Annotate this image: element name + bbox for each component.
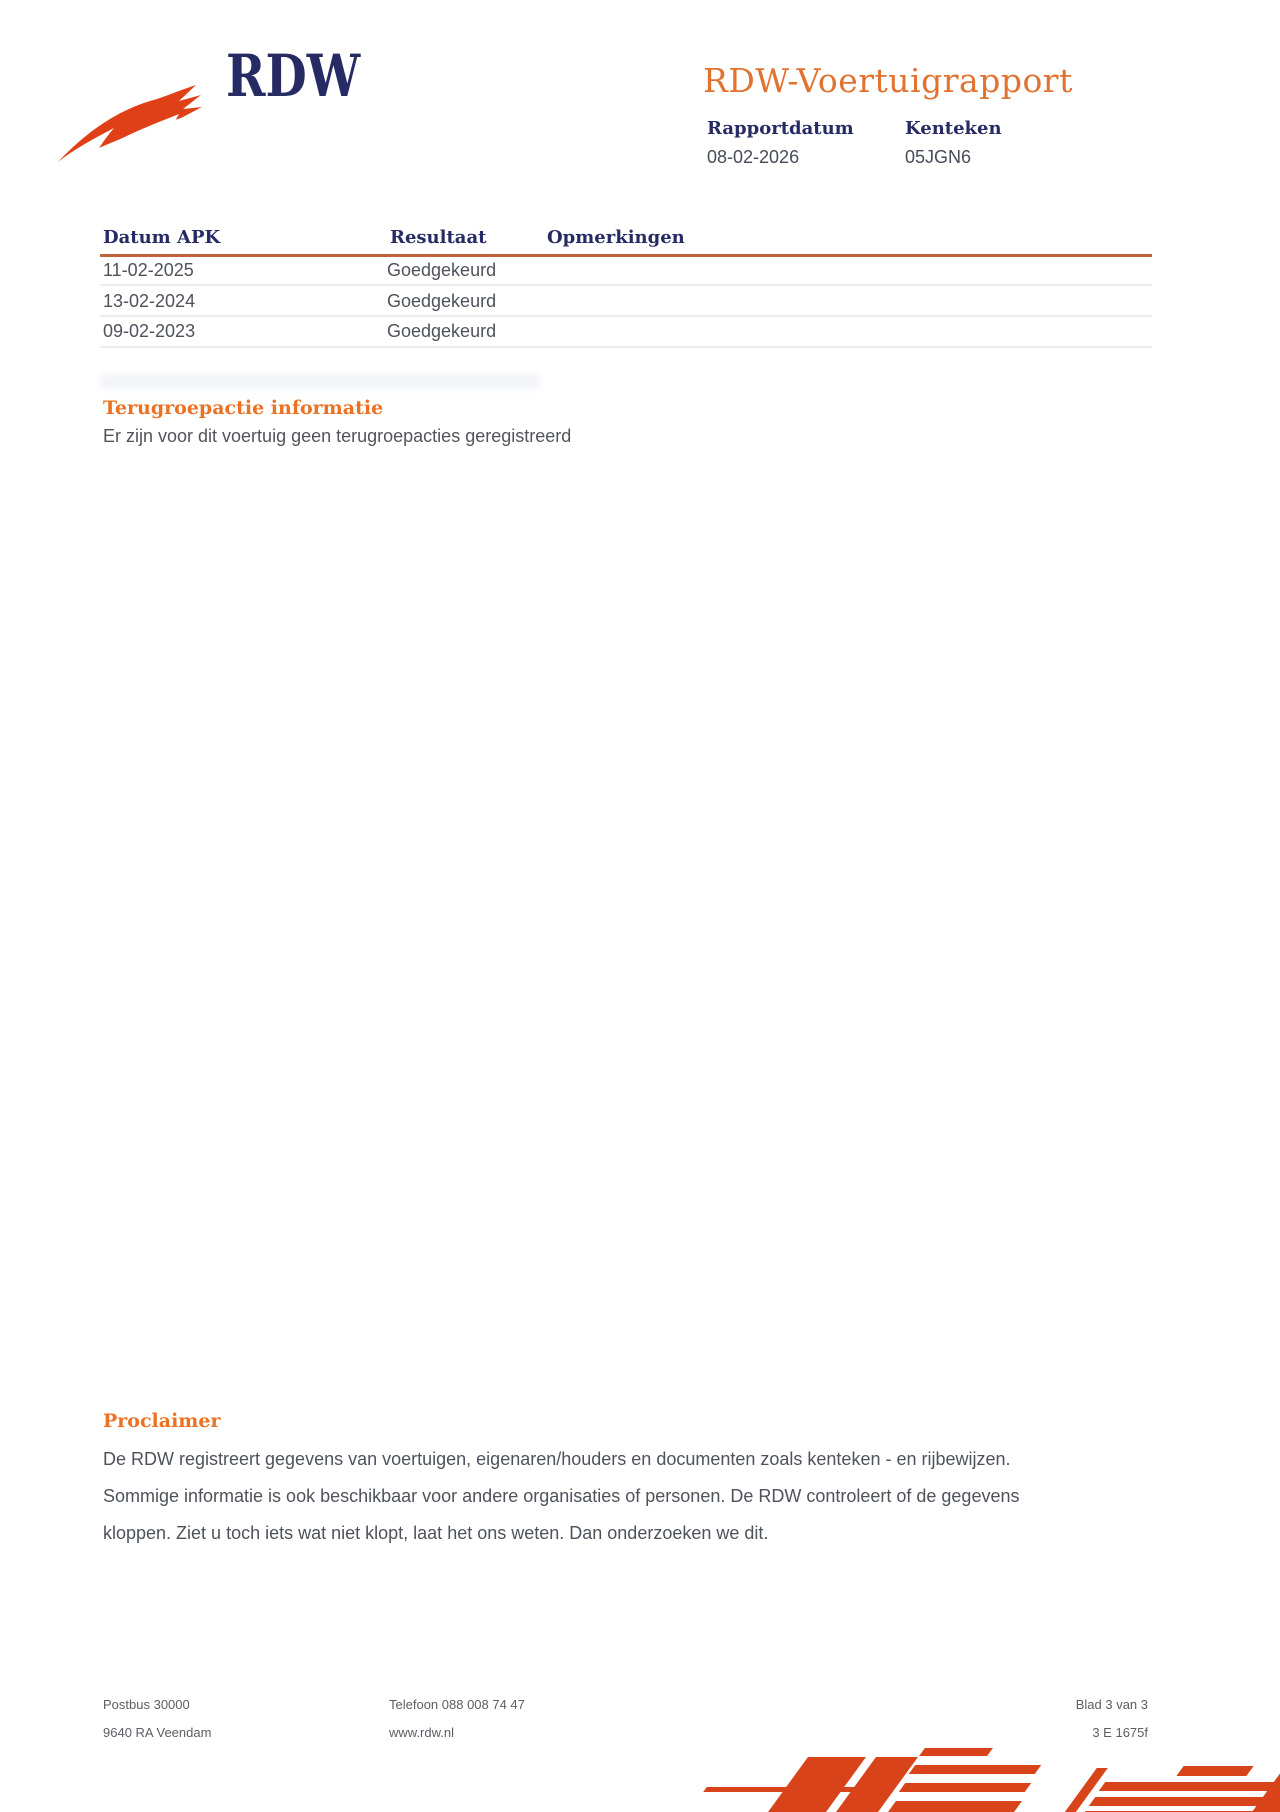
footer-page-number: Blad 3 van 3 [1075,1697,1148,1712]
wing-icon [55,80,205,165]
license-plate-value: 05JGN6 [905,147,972,167]
rdw-stripe-graphic [620,1740,1280,1812]
cell-resultaat: Goedgekeurd [387,291,497,311]
column-header-resultaat: Resultaat [390,227,487,248]
report-date-label: Rapportdatum [707,118,854,139]
stripe-shape [899,1783,1032,1792]
page-title: RDW-Voertuigrapport [703,61,1073,100]
cell-datum: 13-02-2024 [103,291,196,311]
cell-resultaat: Goedgekeurd [387,260,497,280]
stripe-shape [1099,1782,1280,1791]
cell-resultaat: Goedgekeurd [387,321,497,341]
recall-section-heading: Terugroepactie informatie [103,397,384,419]
report-date-value: 08-02-2026 [707,147,800,167]
rdw-wing-logo [55,80,205,165]
stripe-shape [909,1765,1042,1774]
proclaimer-heading: Proclaimer [103,1410,221,1432]
row-separator [100,284,1152,286]
license-plate-label: Kenteken [905,118,1002,139]
proclaimer-paragraph [103,1441,1019,1552]
table-header-rule [100,254,1152,257]
footer-postbus: Postbus 30000 [103,1697,190,1712]
recall-section-text: Er zijn voor dit voertuig geen terugroepacties geregistreerd [103,426,572,446]
footer-phone: Telefoon 088 008 74 47 [389,1697,525,1712]
cell-datum: 11-02-2025 [103,260,194,280]
proclaimer-line: kloppen. Ziet u toch iets wat niet klopt, laat het ons weten. Dan onderzoeken we dit. [103,1523,769,1543]
row-separator [100,315,1152,317]
row-separator [100,346,1152,348]
column-header-datum-apk: Datum APK [103,227,221,248]
proclaimer-line: Sommige informatie is ook beschikbaar voor andere organisaties of personen. De RDW controleert of de gegevens [103,1486,1020,1506]
stripe-shape [919,1748,993,1756]
stripe-shape [1089,1797,1280,1806]
scan-smudge-artifact [100,374,540,390]
column-header-opmerkingen: Opmerkingen [547,227,685,248]
stripe-shape [888,1801,1022,1812]
stripe-shape [1176,1766,1253,1776]
footer-city: 9640 RA Veendam [103,1725,212,1740]
footer-form-code: 3 E 1675f [1092,1725,1148,1740]
cell-datum: 09-02-2023 [103,321,196,341]
proclaimer-line: De RDW registreert gegevens van voertuigen, eigenaren/houders en documenten zoals kenteken - en rijbewijzen. [103,1449,1011,1469]
footer-website: www.rdw.nl [389,1725,455,1740]
rdw-logo-text: RDW [226,42,361,110]
